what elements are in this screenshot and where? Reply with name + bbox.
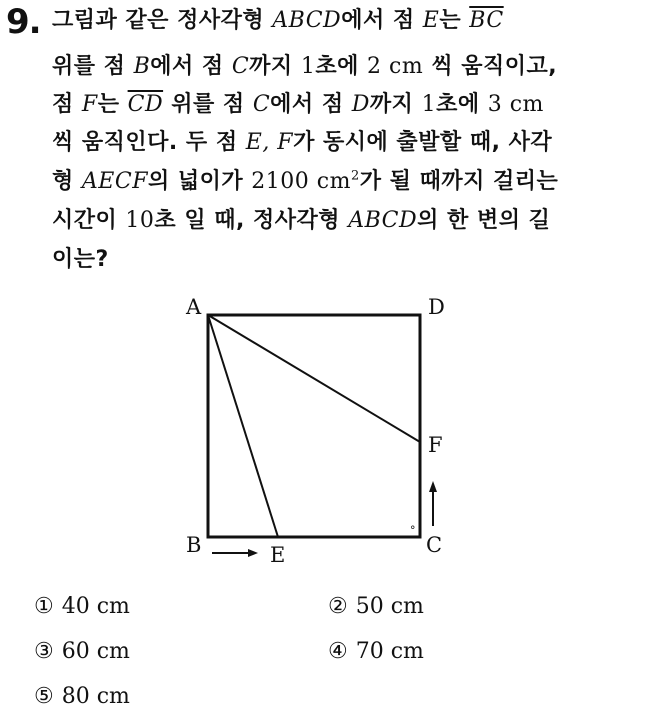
question-line-2: 위를 점 B에서 점 C까지 1초에 2 cm 씩 움직이고, bbox=[52, 54, 558, 79]
label-a: A bbox=[186, 295, 202, 319]
label-e: E bbox=[270, 543, 286, 567]
question-line-3: 점 F는 $\overline{CD}$ 위를 점 C에서 점 D까지 1초에 3 cm bbox=[52, 92, 544, 117]
square-abcd bbox=[208, 315, 420, 537]
square-figure bbox=[178, 290, 458, 584]
choice-1[interactable]: ① 40 cm bbox=[34, 594, 130, 619]
segment-ae bbox=[208, 315, 278, 537]
question-line-5: 형 AECF의 넓이가 2100 $cm^2$가 될 때까지 걸리는 bbox=[52, 168, 559, 194]
label-c: C bbox=[426, 533, 443, 557]
segment-af bbox=[208, 315, 420, 442]
question-line-1: 그림과 같은 정사각형 ABCD에서 점 E는 $\overline{BC}$ bbox=[52, 8, 504, 33]
question-number: 9. bbox=[6, 2, 41, 42]
figure-svg bbox=[178, 290, 458, 580]
question-line-7: 이는? bbox=[52, 247, 109, 272]
label-f: F bbox=[428, 433, 443, 457]
question-line-4: 씩 움직인다. 두 점 E, F가 동시에 출발할 때, 사각 bbox=[52, 130, 553, 155]
choice-2[interactable]: ② 50 cm bbox=[328, 594, 424, 619]
choice-4[interactable]: ④ 70 cm bbox=[328, 639, 424, 664]
right-angle-mark: ° bbox=[410, 524, 416, 537]
choice-5[interactable]: ⑤ 80 cm bbox=[34, 684, 130, 709]
choice-3[interactable]: ③ 60 cm bbox=[34, 639, 130, 664]
question-line-6: 시간이 10초 일 때, 정사각형 ABCD의 한 변의 길 bbox=[52, 208, 551, 233]
label-b: B bbox=[186, 533, 202, 557]
label-d: D bbox=[428, 295, 445, 319]
arrow-up-icon bbox=[429, 481, 437, 526]
arrow-right-icon bbox=[212, 549, 258, 557]
